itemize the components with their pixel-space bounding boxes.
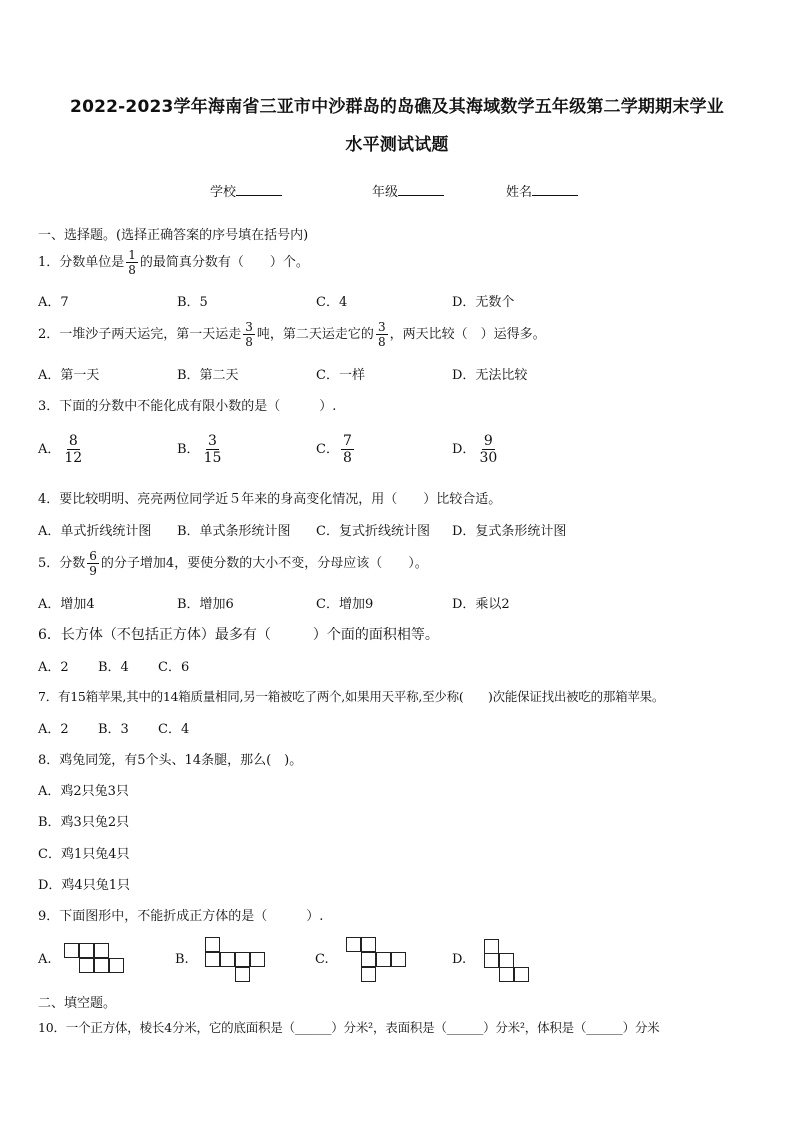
name-label: 姓名 — [506, 185, 533, 200]
net-square — [79, 958, 94, 973]
q1-text-pre: 1．分数单位是 — [38, 255, 125, 270]
name-field — [506, 181, 578, 200]
q3-option-d-label: D． — [452, 442, 476, 457]
school-field — [210, 181, 282, 200]
net-square — [220, 952, 235, 967]
q2-numerator-1: 3 — [245, 320, 253, 334]
q7-option-b: B．3 — [98, 722, 129, 737]
q3-c-denominator: 8 — [342, 450, 352, 466]
net-square — [64, 943, 79, 958]
net-square — [94, 958, 109, 973]
q5-option-a: A．增加4 — [38, 597, 95, 612]
question-1 — [38, 247, 309, 279]
q5-option-c: C．增加9 — [316, 597, 374, 612]
q2-option-c: C．一样 — [316, 368, 365, 383]
net-square — [205, 937, 220, 952]
q9-option-b-label: B. — [175, 952, 189, 967]
q1-text-post: 的最简真分数有（ ）个。 — [139, 255, 309, 270]
net-square — [361, 967, 376, 982]
q3-option-d-fraction — [477, 434, 499, 465]
q8-option-c: C．鸡1只兔4只 — [38, 847, 130, 862]
q2-numerator-2: 3 — [377, 320, 386, 334]
question-6: 6．长方体（不包括正方体）最多有（ ）个面的面积相等。 — [38, 627, 439, 643]
q2-denominator-2: 8 — [377, 335, 386, 349]
cube-net-c-figure — [346, 937, 410, 983]
q4-option-b: B．单式条形统计图 — [177, 524, 291, 539]
net-square — [79, 943, 94, 958]
net-square — [235, 967, 250, 982]
q2-text-pre: 2．一堆沙子两天运完，第一天运走 — [38, 327, 242, 342]
question-2 — [38, 319, 546, 351]
net-square — [391, 952, 406, 967]
net-square — [235, 952, 250, 967]
q7-option-c: C．4 — [158, 722, 190, 737]
q1-option-c: C．4 — [316, 295, 348, 310]
q3-option-c-fraction — [341, 434, 354, 465]
q6-option-a: A．2 — [38, 660, 69, 675]
question-9: 9．下面图形中，不能折成正方体的是（ ）. — [38, 909, 324, 924]
q1-option-a: A．7 — [38, 295, 69, 310]
net-square — [499, 967, 514, 982]
q3-a-numerator: 8 — [68, 433, 78, 449]
net-square — [94, 943, 109, 958]
q3-c-numerator: 7 — [342, 433, 352, 449]
q3-option-a — [38, 430, 86, 470]
question-8: 8．鸡兔同笼，有5个头、14条腿，那么( )。 — [38, 753, 303, 768]
q5-fraction — [87, 550, 99, 577]
q4-option-c: C．复式折线统计图 — [316, 524, 430, 539]
q1-option-d: D．无数个 — [452, 295, 515, 310]
q8-option-d: D．鸡4只兔1只 — [38, 878, 130, 893]
net-square — [205, 952, 220, 967]
q4-option-a: A．单式折线统计图 — [38, 524, 152, 539]
q3-option-d — [452, 430, 501, 470]
q3-a-denominator: 12 — [64, 450, 83, 466]
grade-field — [372, 181, 444, 200]
net-square — [376, 952, 391, 967]
q3-option-a-fraction — [62, 434, 84, 465]
question-5 — [38, 547, 428, 581]
q5-option-b: B．增加6 — [177, 597, 234, 612]
q3-d-numerator: 9 — [483, 433, 493, 449]
q8-option-b: B．鸡3只兔2只 — [38, 815, 130, 830]
q1-denominator: 8 — [128, 263, 136, 277]
page-title-line2: 水平测试试题 — [345, 135, 449, 155]
net-square — [361, 937, 376, 952]
q3-option-a-label: A． — [38, 442, 61, 457]
q4-option-d: D．复式条形统计图 — [452, 524, 567, 539]
q7-option-a: A．2 — [38, 722, 69, 737]
q9-option-d-label: D. — [452, 952, 467, 967]
q1-fraction — [126, 249, 138, 276]
q9-option-c-label: C. — [315, 952, 329, 967]
net-square — [484, 939, 499, 954]
q8-option-a: A．鸡2只兔3只 — [38, 784, 129, 799]
net-square — [484, 953, 499, 968]
cube-net-a-figure — [64, 943, 128, 975]
q1-numerator: 1 — [128, 248, 136, 262]
grade-blank — [398, 184, 444, 196]
q1-option-b: B．5 — [177, 295, 208, 310]
grade-label: 年级 — [372, 185, 399, 200]
q5-text-pre: 5．分数 — [38, 556, 86, 571]
q3-option-c — [316, 430, 356, 470]
q5-denominator: 9 — [89, 564, 97, 578]
q3-option-b — [177, 430, 225, 470]
question-3: 3．下面的分数中不能化成有限小数的是（ ）. — [38, 399, 337, 414]
q2-option-a: A．第一天 — [38, 368, 100, 383]
name-blank — [532, 184, 578, 196]
q3-option-b-fraction — [202, 434, 224, 465]
q3-b-numerator: 3 — [208, 433, 217, 449]
q5-option-d: D．乘以2 — [452, 597, 510, 612]
question-4: 4．要比较明明、亮亮两位同学近５年来的身高变化情况，用（ ）比较合适。 — [38, 492, 502, 507]
q6-option-b: B．4 — [98, 660, 129, 675]
school-label: 学校 — [210, 185, 237, 200]
section-heading-fill: 二、填空题。 — [38, 996, 117, 1011]
net-square — [361, 952, 376, 967]
q3-b-denominator: 15 — [203, 450, 222, 466]
q9-option-a-label: A. — [38, 952, 52, 967]
q3-d-denominator: 30 — [479, 450, 498, 466]
page-title: 2022-2023学年海南省三亚市中沙群岛的岛礁及其海域数学五年级第二学期期末学业 — [70, 97, 724, 117]
q2-text-mid: 吨，第二天运走它的 — [256, 327, 374, 342]
q2-fraction-2 — [376, 321, 388, 348]
net-square — [250, 952, 265, 967]
q2-option-b: B．第二天 — [177, 368, 239, 383]
q2-option-d: D．无法比较 — [452, 368, 528, 383]
q3-option-b-label: B． — [177, 442, 200, 457]
q5-text-post: 的分子增加4，要使分数的大小不变，分母应该（ ）。 — [100, 556, 428, 571]
q6-option-c: C．6 — [158, 660, 190, 675]
q5-numerator: 6 — [89, 549, 97, 563]
net-square — [346, 937, 361, 952]
net-square — [499, 953, 514, 968]
question-7: 7．有15箱苹果,其中的14箱质量相同,另一箱被吃了两个,如果用天平称,至少称( )次能保证找出被吃的那箱苹果。 — [38, 689, 665, 704]
q2-text-post: ，两天比较（ ）运得多。 — [389, 327, 546, 342]
cube-net-d-figure — [484, 939, 534, 985]
q2-denominator-1: 8 — [245, 335, 253, 349]
school-blank — [236, 184, 282, 196]
question-10: 10．一个正方体，棱长4分米，它的底面积是（______）分米²，表面积是（______）分米²，体积是（______）分米 — [38, 1020, 660, 1035]
net-square — [514, 967, 529, 982]
section-heading-choice: 一、选择题。(选择正确答案的序号填在括号内) — [38, 228, 309, 243]
net-square — [109, 958, 124, 973]
q3-option-c-label: C． — [316, 442, 339, 457]
q2-fraction-1 — [243, 321, 255, 348]
cube-net-b-figure — [205, 937, 269, 983]
